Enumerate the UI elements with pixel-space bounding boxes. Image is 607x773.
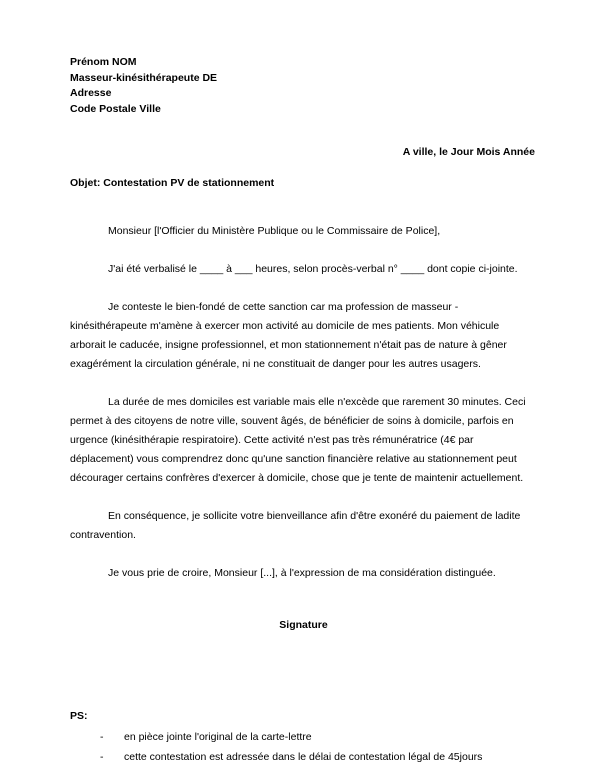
- paragraph-4: En conséquence, je sollicite votre bienveillance afin d'être exonéré du paiement de ladite contravention.: [70, 510, 521, 541]
- sender-profession: Masseur-kinésithérapeute DE: [70, 71, 218, 84]
- list-item: [100, 747, 567, 767]
- paragraph-2: Je conteste le bien-fondé de cette sanction car ma profession de masseur - kinésithérapeute m'amène à exercer mon activité au domicile de mes patients. Mon véhicule arborait le caducée, insigne professionnel, et mon stationnement n'était pas de nature à gêner exagérément la circulation générale, ni ne constituait de danger pour les autres usagers.: [70, 301, 507, 370]
- paragraph-1: J'ai été verbalisé le ____ à ___ heures, selon procès-verbal n° ____ dont copie ci-jointe.: [108, 263, 518, 275]
- signature-label: Signature: [279, 619, 328, 631]
- sender-address-block: [70, 55, 217, 117]
- ps-item-text: en pièce jointe l'original de la carte-lettre: [124, 731, 312, 743]
- sender-name: Prénom NOM: [70, 56, 137, 68]
- subject-line: Objet: Contestation PV de stationnement: [70, 177, 275, 189]
- ps-list: [100, 727, 567, 767]
- list-item: [100, 727, 567, 747]
- place-and-date: A ville, le Jour Mois Année: [402, 146, 535, 158]
- ps-label: PS:: [70, 710, 88, 722]
- ps-item-text: cette contestation est adressée dans le délai de contestation légal de 45jours: [124, 751, 483, 763]
- sender-street: Adresse: [70, 87, 112, 99]
- bullet-dash: -: [100, 751, 104, 763]
- paragraph-3: La durée de mes domiciles est variable mais elle n'excède que rarement 30 minutes. Ceci permet à des citoyens de notre ville, souvent âgés, de bénéficier de soins à domicile, parfois en urgence (kinésithérapie respiratoire). Cette activité n'est pas très rémunératrice (4€ par déplacement) vous comprendrez donc qu'une sanction financière relative au stationnement peut décourager certains confrères d'exercer à domicile, chose que je tente de maintenir actuellement.: [70, 396, 526, 484]
- salutation: Monsieur [l'Officier du Ministère Publique ou le Commissaire de Police],: [108, 225, 441, 237]
- paragraph-5: Je vous prie de croire, Monsieur [...], à l'expression de ma considération distinguée.: [108, 567, 496, 579]
- sender-city: Code Postale Ville: [70, 102, 161, 115]
- bullet-dash: -: [100, 731, 104, 743]
- letter-body: [70, 222, 537, 602]
